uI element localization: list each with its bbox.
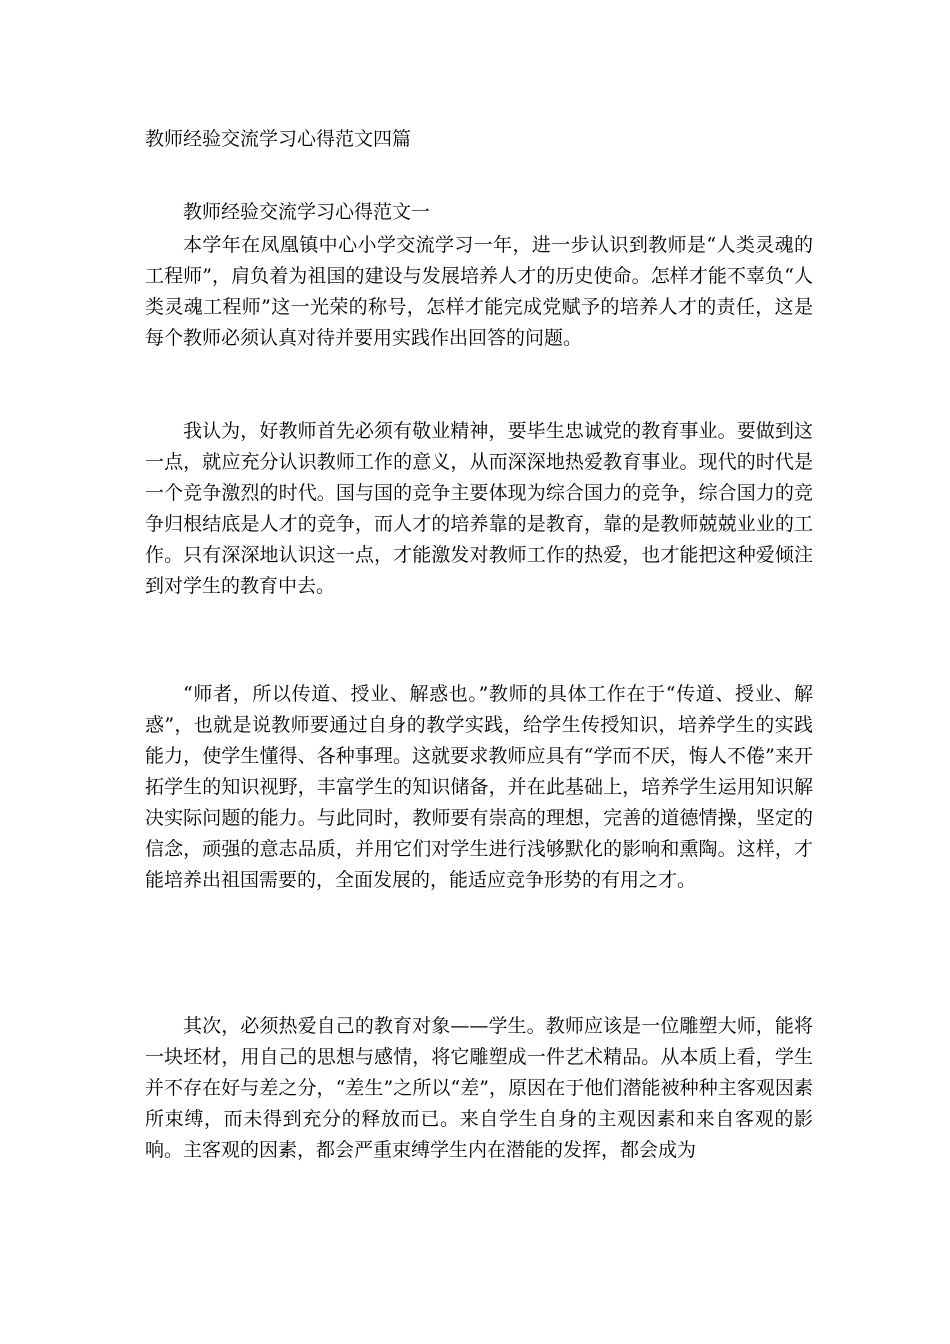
paragraph-3: “师者，所以传道、授业、解惑也。”教师的具体工作在于“传道、授业、解惑”，也就是说教师要通过自身的教学实践，给学生传授知识，培养学生的实践能力，使学生懂得、各种事理。这就要求教师应具有“学而不厌，悔人不倦”来开拓学生的知识视野，丰富学生的知识储备，并在此基础上，培养学生运用知识解决实际问题的能力。与此同时，教师要有崇高的理想，完善的道德情操，坚定的信念，顽强的意志品质，并用它们对学生进行浅够默化的影响和熏陶。这样，才能培养出祖国需要的，全面发展的，能适应竞争形势的有用之才。 [145, 683, 813, 891]
section-title: 教师经验交流学习心得范文一 [183, 201, 431, 223]
paragraph-4: 其次，必须热爱自己的教育对象——学生。教师应该是一位雕塑大师，能将一块坯材，用自己的思想与感情，将它雕塑成一件艺术精品。从本质上看，学生并不存在好与差之分，“差生”之所以“差”，原因在于他们潜能被种种主客观因素所束缚，而未得到充分的释放而已。来自学生自身的主观因素和来自客观的影响。主客观的因素，都会严重束缚学生内在潜能的发挥，都会成为 [145, 1015, 813, 1161]
paragraph-2: 我认为，好教师首先必须有敬业精神，要毕生忠诚党的教育事业。要做到这一点，就应充分认识教师工作的意义，从而深深地热爱教育事业。现代的时代是一个竞争激烈的时代。国与国的竞争主要体现为综合国力的竞争，综合国力的竞争归根结底是人才的竞争，而人才的培养靠的是教育，靠的是教师兢兢业业的工作。只有深深地认识这一点，才能激发对教师工作的热爱，也才能把这种爱倾注到对学生的教育中去。 [145, 420, 813, 597]
paragraph-1: 本学年在凤凰镇中心小学交流学习一年，进一步认识到教师是“人类灵魂的工程师”，肩负着为祖国的建设与发展培养人才的历史使命。怎样才能不辜负“人类灵魂工程师”这一光荣的称号，怎样才能完成党赋予的培养人才的责任，这是每个教师必须认真对待并要用实践作出回答的问题。 [145, 234, 813, 349]
document-title: 教师经验交流学习心得范文四篇 [145, 128, 412, 150]
